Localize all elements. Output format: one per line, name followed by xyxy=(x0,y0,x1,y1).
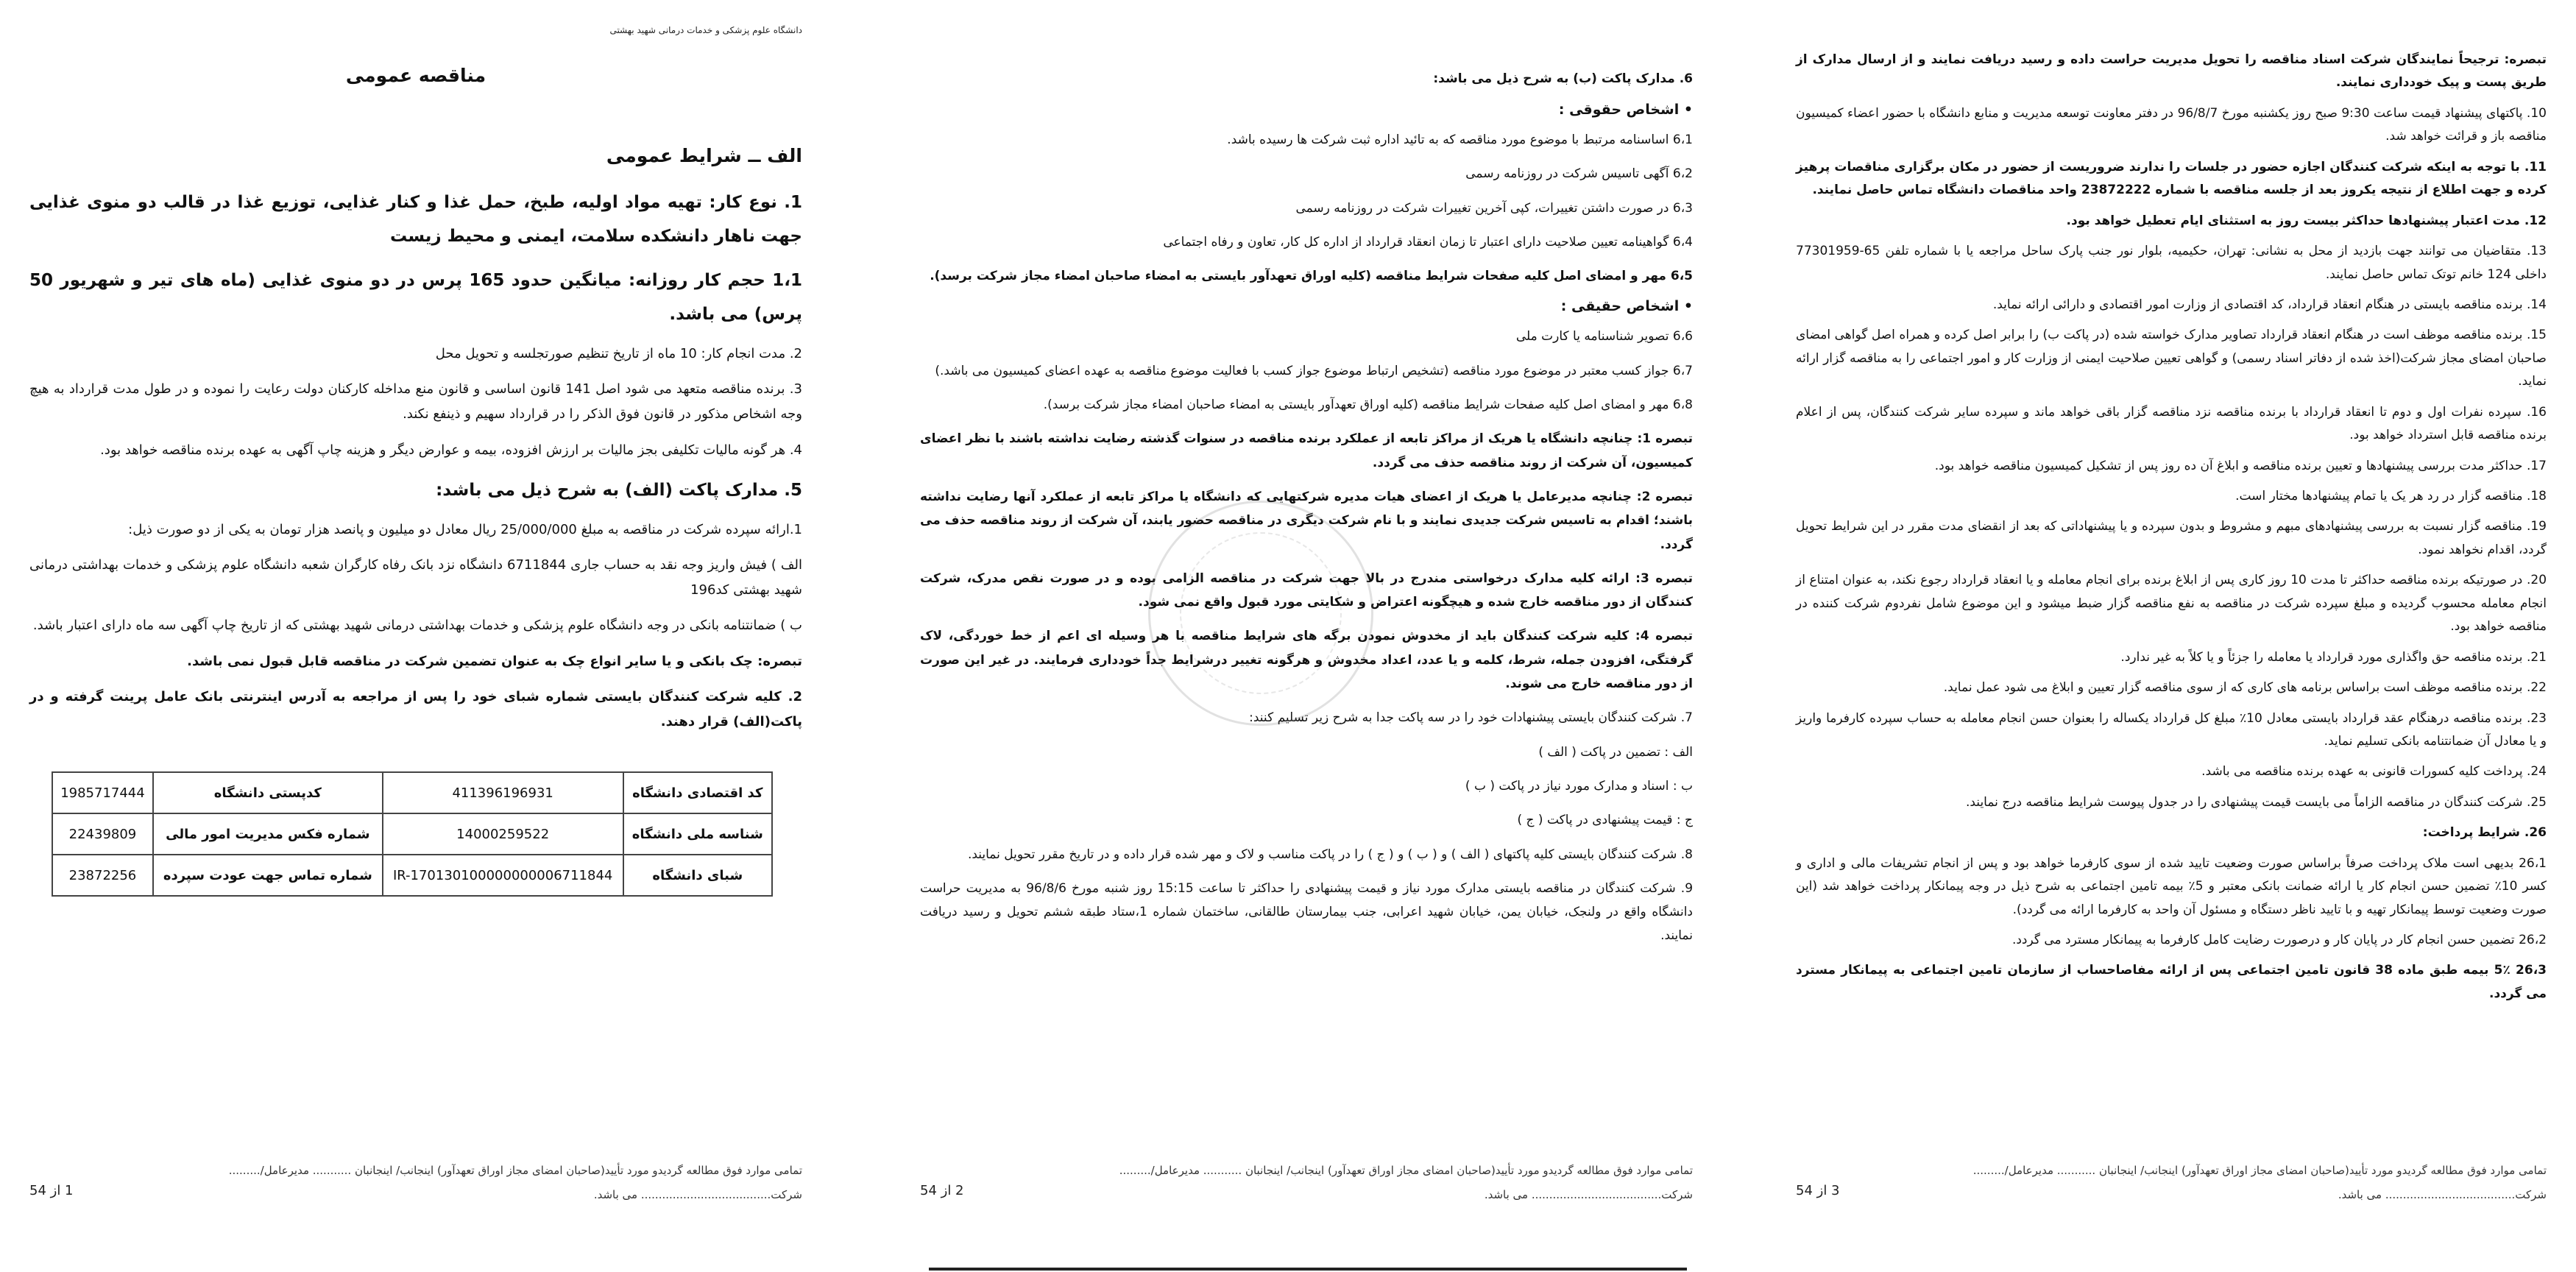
page-3 xyxy=(1796,22,2547,1251)
note: تبصره: چک بانکی و یا سایر انواع چک به عنوان تضمین شرکت در مناقصه قابل قبول نمی باشد. xyxy=(187,653,802,669)
legal-persons-heading: • اشخاص حقوقی : xyxy=(1558,102,1693,118)
item-20: 20. در صورتیکه برنده مناقصه حداکثر تا مدت 10 روز کاری پس از ابلاغ برنده برای انجام معامله و یا انعقاد قرارداد رجوع نکند، به عنوان امتناع از انجام معامله محسوب گردیده و مبلغ سپرده شرکت در مناقصه به نفع مناقصه گزار ضبط میشود و این موضوع شامل نفردوم شرکت کننده در مناقصه خواهد بود. xyxy=(1796,573,2547,635)
item-3: 3. برنده مناقصه متعهد می شود اصل 141 قانون اساسی و قانون منع مداخله کارکنان دولت رعایت را نموده و در طول مدت قرارداد به هیچ وجه اشخاص مذکور در قانون فوق الذکر را در قرارداد سهیم و ذینفع نکند. xyxy=(29,381,802,423)
university-info-table xyxy=(52,771,773,897)
table-row xyxy=(52,855,772,896)
legal-item: 6،5 مهر و امضای اصل کلیه صفحات شرایط مناقصه (کلیه اوراق تعهدآور بایستی به امضاء صاحبان امضاء مجاز شرکت برسد). xyxy=(930,269,1693,284)
real-item: 6،8 مهر و امضای اصل کلیه صفحات شرایط مناقصه (کلیه اوراق تعهدآور بایستی به امضاء صاحبان امضاء مجاز شرکت برسد). xyxy=(1043,398,1693,413)
legal-item: 6،1 اساسنامه مرتبط با موضوع مورد مناقصه که به تائید اداره ثبت شرکت ها رسیده باشد. xyxy=(1227,132,1693,147)
page-footer xyxy=(1796,1159,2547,1207)
item-25: 25. شرکت کنندگان در مناقصه الزاماً می بایست قیمت پیشنهادی را در جدول پیوست شرایط مناقصه درج نمایند. xyxy=(1965,794,2547,810)
item-5-b: ب ) ضمانتنامه بانکی در وجه دانشگاه علوم پزشکی و خدمات بهداشتی درمانی شهید بهشتی که از تاریخ چاپ آگهی سه ماه دارای اعتبار باشد. xyxy=(32,618,802,634)
item-15: 15. برنده مناقصه موظف است در هنگام انعقاد قرارداد تصاویر مدارک خواسته شده (در پاکت ب) را برابر اصل کرده و همراه اصل گواهی امضای صاحبان امضای مجاز شرکت(اخذ شده از دفاتر اسناد رسمی) و گواهی تعیین صلاحیت ایمنی از وزارت کار و امور اجتماعی را به مناقصه گزار ارائه نماید. xyxy=(1796,328,2547,389)
footer-line-1: تمامی موارد فوق مطالعه گردیدو مورد تأیید(صاحبان امضای مجاز اوراق تعهدآور) اینجانب/ اینجانبان ........... مدیرعامل/......... xyxy=(1972,1164,2547,1177)
item-17: 17. حداکثر مدت بررسی پیشنهادها و تعیین برنده مناقصه و ابلاغ آن ده روز پس از تشکیل کمیسیون مناقصه خواهد بود. xyxy=(1934,458,2547,473)
item-11: 11. با توجه به اینکه شرکت کنندگان اجازه حضور در جلسات را ندارند ضروریست از حضور در مکان برگزاری مناقصات پرهیز کرده و جهت اطلاع از نتیجه یکروز بعد از جلسه مناقصه با شماره 23872222 واحد مناقصات دانشگاه تماس حاصل نمایند. xyxy=(1796,159,2547,198)
item-21: 21. برنده مناقصه حق واگذاری مورد قرارداد یا معامله را جزئاً و یا کلاً به غیر ندارد. xyxy=(2120,649,2547,665)
table-cell: 22439809 xyxy=(52,813,153,855)
table-cell: 14000259522 xyxy=(383,813,623,855)
item-7: 7. شرکت کنندگان بایستی پیشنهادات خود را در سه پاکت جدا به شرح زیر تسلیم کنند: xyxy=(1249,710,1693,726)
item-1: 1. نوع کار: تهیه مواد اولیه، طبخ، حمل غذا و کنار غذایی، توزیع غذا در قالب دو منوی غذایی جهت ناهار دانشکده سلامت، ایمنی و محیط زیست xyxy=(29,193,802,246)
item-2: 2. مدت انجام کار: 10 ماه از تاریخ تنظیم صورتجلسه و تحویل محل xyxy=(435,346,802,361)
real-item: 6،6 تصویر شناسنامه یا کارت ملی xyxy=(1515,329,1693,344)
item-10: 10. پاکتهای پیشنهاد قیمت ساعت 9:30 صبح روز یکشنبه مورخ 96/8/7 در دفتر معاونت توسعه مدیریت و منابع دانشگاه با حضور اعضاء کمیسیون مناقصه باز و قرائت خواهد شد. xyxy=(1796,105,2547,144)
item-22: 22. برنده مناقصه موظف است براساس برنامه های کاری که از سوی مناقصه گزار تعیین و ابلاغ می شود عمل نماید. xyxy=(1943,680,2547,696)
item-6: 6. مدارک پاکت (ب) به شرح ذیل می باشد: xyxy=(1433,71,1693,86)
footer-line-2: شرکت..................................... می باشد. xyxy=(593,1188,802,1201)
table-row xyxy=(52,772,772,813)
note-2: تبصره 2: چنانچه مدیرعامل یا هریک از اعضای هیات مدیره شرکتهایی که دانشگاه یا مراکز تابعه از عملکرد آنها رضایت نداشته باشند؛ اقدام به تاسیس شرکت جدیدی نمایند و با نام شرکت دیگری در مناقصه حضور یابند، آن شرکت از روند مناقصه حذف می گردد. xyxy=(920,489,1693,552)
item-18: 18. مناقصه گزار در رد هر یک یا تمام پیشنهادها مختار است. xyxy=(2235,489,2547,504)
table-cell: کدپستی دانشگاه xyxy=(153,772,383,813)
item-19: 19. مناقصه گزار نسبت به بررسی پیشنهادهای مبهم و مشروط و بدون سپرده و یا پیشنهاداتی که بعد از انقضای مدت مقرر در این شرایط تحویل گردد، اقدام نخواهد نمود. xyxy=(1796,519,2547,557)
table-cell: شبای دانشگاه xyxy=(623,855,772,896)
item-4: 4. هر گونه مالیات تکلیفی بجز مالیات بر ارزش افزوده، بیمه و عوارض دیگر و هزینه چاپ آگهی به عهده برنده مناقصه خواهد بود. xyxy=(100,442,802,458)
page-divider xyxy=(929,1268,1687,1271)
item-26-2: 26،2 تضمین حسن انجام کار در پایان کار و درصورت رضایت کامل کارفرما به پیمانکار مسترد می گردد. xyxy=(2011,933,2547,947)
page-2 xyxy=(920,22,1693,1251)
footer-line-2: شرکت..................................... می باشد. xyxy=(2338,1188,2547,1201)
page-1 xyxy=(29,22,802,1251)
item-5-2: 2. کلیه شرکت کنندگان بایستی شماره شبای خود را پس از مراجعه به آدرس اینترنتی بانک عامل پرینت گرفته و در پاکت(الف) قرار دهند. xyxy=(29,688,802,729)
packet-a: الف : تضمین در پاکت ( الف ) xyxy=(1538,744,1693,760)
page-footer xyxy=(920,1159,1693,1207)
note-4: تبصره 4: کلیه شرکت کنندگان باید از مخدوش نمودن برگه های شرایط مناقصه با هر وسیله ای اعم از خط خوردگی، لاک گرفتگی، افزودن جمله، شرط، کلمه و یا عدد، اعداد مخدوش و هرگونه تغییر درشرایط جداً خودداری فرمایند. در غیر این صورت از دور مناقصه خارج می شوند. xyxy=(920,629,1693,692)
item-5: 5. مدارک پاکت (الف) به شرح ذیل می باشد: xyxy=(436,480,802,500)
table-cell: 411396196931 xyxy=(383,772,623,813)
footer-line-1: تمامی موارد فوق مطالعه گردیدو مورد تأیید(صاحبان امضای مجاز اوراق تعهدآور) اینجانب/ اینجانبان ........... مدیرعامل/......... xyxy=(228,1164,802,1177)
table-row xyxy=(52,813,772,855)
table-cell: کد اقتصادی دانشگاه xyxy=(623,772,772,813)
page-title: مناقصه عمومی xyxy=(345,65,486,86)
item-26-3: 26،3 5٪ بیمه طبق ماده 38 قانون تامین اجتماعی پس از ارائه مفاصاحساب از سازمان تامین اجتماعی به پیمانکار مسترد می گردد. xyxy=(1796,963,2547,1001)
legal-item: 6،2 آگهی تاسیس شرکت در روزنامه رسمی xyxy=(1465,166,1693,182)
section-a-title: الف ــ شرایط عمومی xyxy=(606,145,802,166)
item-26: 26. شرایط پرداخت: xyxy=(2422,825,2547,841)
table-cell: 23872256 xyxy=(52,855,153,896)
item-5-1: 1.ارائه سپرده شرکت در مناقصه به مبلغ 25/000/000 ریال معادل دو میلیون و پانصد هزار تومان به یکی از دو صورت ذیل: xyxy=(128,521,802,537)
item-16: 16. سپرده نفرات اول و دوم تا انعقاد قرارداد با برنده مناقصه نزد مناقصه گزار باقی خواهد ماند و سپرده سایر شرکت کنندگان، پس از اعلام برنده مناقصه قابل استرداد خواهد بود. xyxy=(1796,404,2547,443)
note-top: تبصره: ترجیحاً نمایندگان شرکت اسناد مناقصه را تحویل مدیریت حراست داده و رسید دریافت نمایند و از ارسال مدارک از طریق پست و پیک خودداری نمایند. xyxy=(1796,52,2547,91)
page-number: 1 از 54 xyxy=(29,1183,74,1199)
table-cell: شماره تماس جهت عودت سپرده xyxy=(153,855,383,896)
page-footer xyxy=(29,1159,802,1207)
real-persons-heading: • اشخاص حقیقی : xyxy=(1560,298,1693,315)
packet-c: ج : قیمت پیشنهادی در پاکت ( ج ) xyxy=(1517,813,1693,828)
table-cell: شماره فکس مدیریت امور مالی xyxy=(153,813,383,855)
item-9: 9. شرکت کنندگان در مناقصه بایستی مدارک مورد نیاز و قیمت پیشنهادی را حداکثر تا ساعت 15:15 روز شنبه مورخ 96/8/6 به مدیریت حراست دانشگاه واقع در ولنجک، خیابان یمن، خیابان شهید اعرابی، جنب بیمارستان طالقانی، ساختمان شماره 1،ستاد طبقه ششم تحویل و رسید دریافت نمایند. xyxy=(920,880,1694,944)
packet-b: ب : اسناد و مدارک مورد نیاز در پاکت ( ب ) xyxy=(1465,778,1693,794)
footer-line-1: تمامی موارد فوق مطالعه گردیدو مورد تأیید(صاحبان امضای مجاز اوراق تعهدآور) اینجانب/ اینجانبان ........... مدیرعامل/......... xyxy=(1119,1164,1693,1177)
item-26-1: 26،1 بدیهی است ملاک پرداخت صرفاً براساس صورت وضعیت تایید شده از سوی کارفرما خواهد بود و پس از انجام تشریفات مالی و اداری و کسر 10٪ تضمین حسن انجام کار یا ارائه ضمانت بانکی معتبر و 5٪ بیمه تامین اجتماعی به شرح ذیل در وجه پیمانکار پرداخت خواهد شد (این صورت وضعیت توسط پیمانکار تهیه و با تایید ناظر دستگاه و مسئول آن واحد به کارفرما ارائه می گردد). xyxy=(1796,855,2547,917)
item-13: 13. متقاضیان می توانند جهت بازدید از محل به نشانی: تهران، حکیمیه، بلوار نور جنب پارک ساحل مراجعه یا با شماره تلفن 65-77301959 داخلی 124 خانم توتک تماس حاصل نمایند. xyxy=(1796,244,2547,282)
table-cell: IR-170130100000000006711844 xyxy=(383,855,623,896)
university-header: دانشگاه علوم پزشکی و خدمات درمانی شهید بهشتی xyxy=(609,25,802,35)
item-5-a: الف ) فیش واریز وجه نقد به حساب جاری 6711844 دانشگاه نزد بانک رفاه کارگران شعبه دانشگاه علوم پزشکی و خدمات بهداشتی درمانی شهید بهشتی کد196 xyxy=(29,556,802,598)
item-8: 8. شرکت کنندگان بایستی کلیه پاکتهای ( الف ) و ( ب ) و ( ج ) را در پاکت مناسب و لاک و مهر شده قرار داده و در تاریخ مقرر تحویل نمایند. xyxy=(967,847,1693,862)
note-1: تبصره 1: چنانچه دانشگاه یا هریک از مراکز تابعه از عملکرد برنده مناقصه در سنوات گذشته رضایت نداشته باشند با نظر اعضای کمیسیون، آن شرکت از روند مناقصه حذف می گردد. xyxy=(920,431,1693,470)
item-24: 24. پرداخت کلیه کسورات قانونی به عهده برنده مناقصه می باشد. xyxy=(2201,764,2547,780)
legal-item: 6،3 در صورت داشتن تغییرات، کپی آخرین تغییرات شرکت در روزنامه رسمی xyxy=(1295,200,1693,216)
page-number: 3 از 54 xyxy=(1796,1183,1840,1199)
page-number: 2 از 54 xyxy=(920,1183,964,1199)
real-item: 6،7 جواز کسب معتبر در موضوع مورد مناقصه (تشخیص ارتباط موضوع جواز کسب با فعالیت موضوع مناقصه به عهده اعضای کمیسیون می باشد.) xyxy=(935,363,1693,378)
item-12: 12. مدت اعتبار پیشنهادها حداکثر بیست روز به استثنای ایام تعطیل خواهد بود. xyxy=(2066,213,2547,228)
table-cell: شناسه ملی دانشگاه xyxy=(623,813,772,855)
footer-line-2: شرکت..................................... می باشد. xyxy=(1484,1188,1693,1201)
table-cell: 1985717444 xyxy=(52,772,153,813)
legal-item: 6،4 گواهینامه تعیین صلاحیت دارای اعتبار تا زمان انعقاد قرارداد از اداره کل کار، تعاون و رفاه اجتماعی xyxy=(1163,234,1693,250)
item-14: 14. برنده مناقصه بایستی در هنگام انعقاد قرارداد، کد اقتصادی از وزارت امور اقتصادی و دارائی ارائه نماید. xyxy=(1992,297,2547,312)
item-23: 23. برنده مناقصه درهنگام عقد قرارداد بایستی معادل 10٪ مبلغ کل قرارداد یکساله را بعنوان حسن انجام معامله به حساب سپرده کارفرما واریز و یا معادل آن ضمانتنامه بانکی تسلیم نماید. xyxy=(1796,710,2547,749)
note-3: تبصره 3: ارائه کلیه مدارک درخواستی مندرج در بالا جهت شرکت در مناقصه الزامی بوده و در صورت نقص مدرک، شرکت کنندگان از دور مناقصه خارج شده و هیچگونه اعتراض و شکایتی مورد قبول واقع نمی شود. xyxy=(920,570,1693,610)
item-1-1: 1،1 حجم کار روزانه: میانگین حدود 165 پرس در دو منوی غذایی (ماه های تیر و شهریور 50 پرس) می باشد. xyxy=(29,271,802,324)
